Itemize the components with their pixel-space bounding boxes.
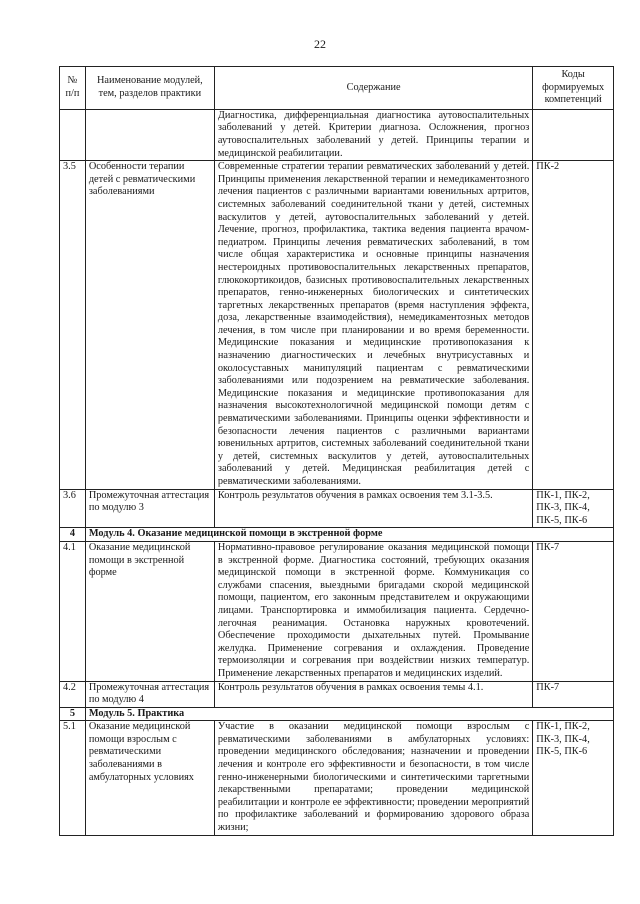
row-num: 4.2 — [60, 681, 86, 707]
row-codes: ПК-7 — [533, 541, 614, 681]
row-content: Нормативно-правовое регулирование оказания медицинской помощи в экстренной форме. Диагностика состояний, требующих оказания медицинской помощи в экстренной форме. Коммуникация со службами спасения, выездными бригадами скорой медицинской помощи, пациентом, его законным представителем и окружающими лицами. Транспортировка и иммобилизация пациента. Сердечно-легочная реанимация. Остановка наружных кровотечений. Обеспечение проходимости дыхательных путей. Промывание желудка. Применение согревания и охлаждения. Проведение термоизоляции и согревания при воздействии низких температур. Применение лекарственных препаратов и медицинских изделий. — [214, 541, 532, 681]
table-row — [60, 489, 614, 528]
row-content: Контроль результатов обучения в рамках освоения тем 3.1-3.5. — [214, 489, 532, 528]
row-num: 4.1 — [60, 541, 86, 681]
header-num: № п/п — [60, 67, 86, 110]
table-row — [60, 541, 614, 681]
module-title: Модуль 4. Оказание медицинской помощи в экстренной форме — [85, 528, 613, 542]
row-codes: ПК-1, ПК-2, ПК-3, ПК-4, ПК-5, ПК-6 — [533, 489, 614, 528]
header-codes: Коды формируемых компетенций — [533, 67, 614, 110]
table-header-row — [60, 67, 614, 110]
module-num: 5 — [60, 707, 86, 721]
row-content: Участие в оказании медицинской помощи взрослым с ревматическими заболеваниями в амбулаторных условиях: проведении медицинского обследования; назначении и проведении лечения и контроле его эффективности и безопасности, в том числе генно-инженерными биологическими и синтетическими таргетными лекарственными препаратами; проведении медицинской реабилитации и контроле ее эффективности; проведении мероприятий по профилактике заболеваний и формированию здорового образа жизни; — [214, 721, 532, 835]
header-content: Содержание — [214, 67, 532, 110]
row-name: Оказание медицинской помощи взрослым с ревматическими заболеваниями в амбулаторных условиях — [85, 721, 214, 835]
row-content: Диагностика, дифференциальная диагностика аутовоспалительных заболеваний у детей. Критерии диагноза. Осложнения, прогноз аутовоспалительных заболеваний у детей. Принципы терапии и медицинской реабилитации. — [214, 109, 532, 160]
row-codes: ПК-2 — [533, 161, 614, 489]
row-num: 3.5 — [60, 161, 86, 489]
table-row — [60, 681, 614, 707]
row-codes: ПК-1, ПК-2, ПК-3, ПК-4, ПК-5, ПК-6 — [533, 721, 614, 835]
row-name: Особенности терапии детей с ревматическими заболеваниями — [85, 161, 214, 489]
row-name: Промежуточная аттестация по модулю 3 — [85, 489, 214, 528]
module-row — [60, 528, 614, 542]
table-row — [60, 161, 614, 489]
curriculum-table — [59, 66, 614, 836]
row-codes — [533, 109, 614, 160]
page-number: 22 — [314, 37, 326, 51]
row-name: Промежуточная аттестация по модулю 4 — [85, 681, 214, 707]
table-row — [60, 721, 614, 835]
module-row — [60, 707, 614, 721]
row-content: Контроль результатов обучения в рамках освоения темы 4.1. — [214, 681, 532, 707]
row-num: 3.6 — [60, 489, 86, 528]
table-row — [60, 109, 614, 160]
row-name: Оказание медицинской помощи в экстренной форме — [85, 541, 214, 681]
module-num: 4 — [60, 528, 86, 542]
row-num — [60, 109, 86, 160]
module-title: Модуль 5. Практика — [85, 707, 613, 721]
row-content: Современные стратегии терапии ревматических заболеваний у детей. Принципы применения лекарственной терапии и немедикаментозного лечения пациентов с различными вариантами ювенильных артритов, системных заболеваний соединительной ткани у детей, системных васкулитов у детей, аутовоспалительных заболеваний у детей. Лечение, прогноз, профилактика, тактика ведения пациента врачом-педиатром. Принципы лечения ревматических заболеваний, в том числе общая характеристика и основные принципы назначения нестероидных противовоспалительных лекарственных препаратов, глюкокортикоидов, базисных противовоспалительных лекарственных препаратов, генно-инженерных биологических и синтетических таргетных лекарственных препаратов (время наступления эффекта, доза, лекарственные взаимодействия), немедикаментозных методов лечения, в том числе при планировании и во время беременности. Медицинские показания и медицинские противопоказания к назначению диагностических и лечебных внутрисуставных и околосуставных манипуляций пациентам с ревматическими заболеваниями или подозрением на ревматические заболевания. Медицинские показания и медицинские противопоказания для назначения высокотехнологичной медицинской помощи детям с ревматическими заболеваниями. Принципы оценки эффективности и безопасности лечения пациентов с различными вариантами ювенильных артритов, системных заболеваний соединительной ткани у детей, системных васкулитов у детей, аутовоспалительных заболеваний у детей. Медицинская реабилитация детей с ревматическими заболеваниями. — [214, 161, 532, 489]
row-name — [85, 109, 214, 160]
row-num: 5.1 — [60, 721, 86, 835]
header-name: Наименование модулей, тем, разделов практики — [85, 67, 214, 110]
row-codes: ПК-7 — [533, 681, 614, 707]
